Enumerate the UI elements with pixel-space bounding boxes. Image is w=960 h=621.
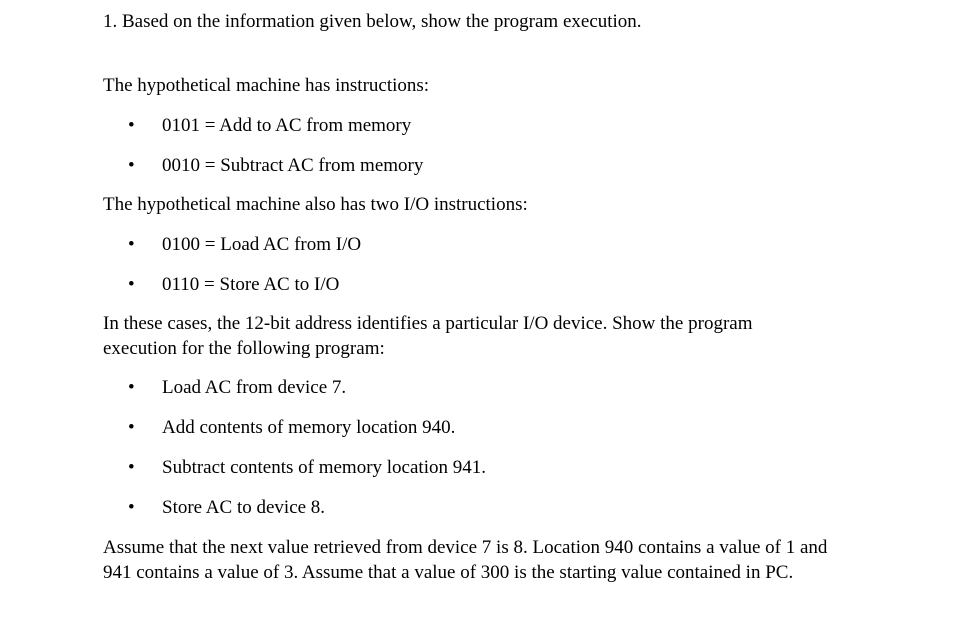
instruction-subtract: 0010 = Subtract AC from memory (162, 155, 424, 176)
list-item (128, 273, 339, 297)
bullet-icon: • (128, 234, 135, 255)
bullet-icon: • (128, 377, 135, 398)
list-item (128, 114, 411, 138)
program-step-3: Subtract contents of memory location 941. (162, 457, 486, 478)
assumption-paragraph: Assume that the next value retrieved from device 7 is 8. Location 940 contains a value of 1 and 941 contains a value of 3. Assume that a value of 300 is the starting value contained in PC. (103, 537, 828, 583)
bullet-icon: • (128, 274, 135, 295)
program-intro: In these cases, the 12-bit address identifies a particular I/O device. Show the program execution for the following program: (103, 313, 753, 359)
instruction-add: 0101 = Add to AC from memory (162, 115, 412, 136)
program-step-1: Load AC from device 7. (162, 377, 347, 398)
list-item (128, 496, 325, 520)
list-item (128, 456, 486, 480)
bullet-icon: • (128, 155, 135, 176)
list-item (128, 416, 455, 440)
list-item (128, 154, 423, 178)
bullet-icon: • (128, 497, 135, 518)
list-item (128, 233, 361, 257)
io-intro: The hypothetical machine also has two I/O instructions: (103, 194, 528, 215)
bullet-icon: • (128, 115, 135, 136)
bullet-icon: • (128, 417, 135, 438)
io-instruction-load: 0100 = Load AC from I/O (162, 234, 362, 255)
bullet-icon: • (128, 457, 135, 478)
program-step-4: Store AC to device 8. (162, 497, 326, 518)
instructions-intro: The hypothetical machine has instructions: (103, 75, 430, 96)
program-step-2: Add contents of memory location 940. (162, 417, 456, 438)
io-instruction-store: 0110 = Store AC to I/O (162, 274, 340, 295)
question-heading: 1. Based on the information given below, show the program execution. (103, 11, 642, 32)
list-item (128, 376, 346, 400)
